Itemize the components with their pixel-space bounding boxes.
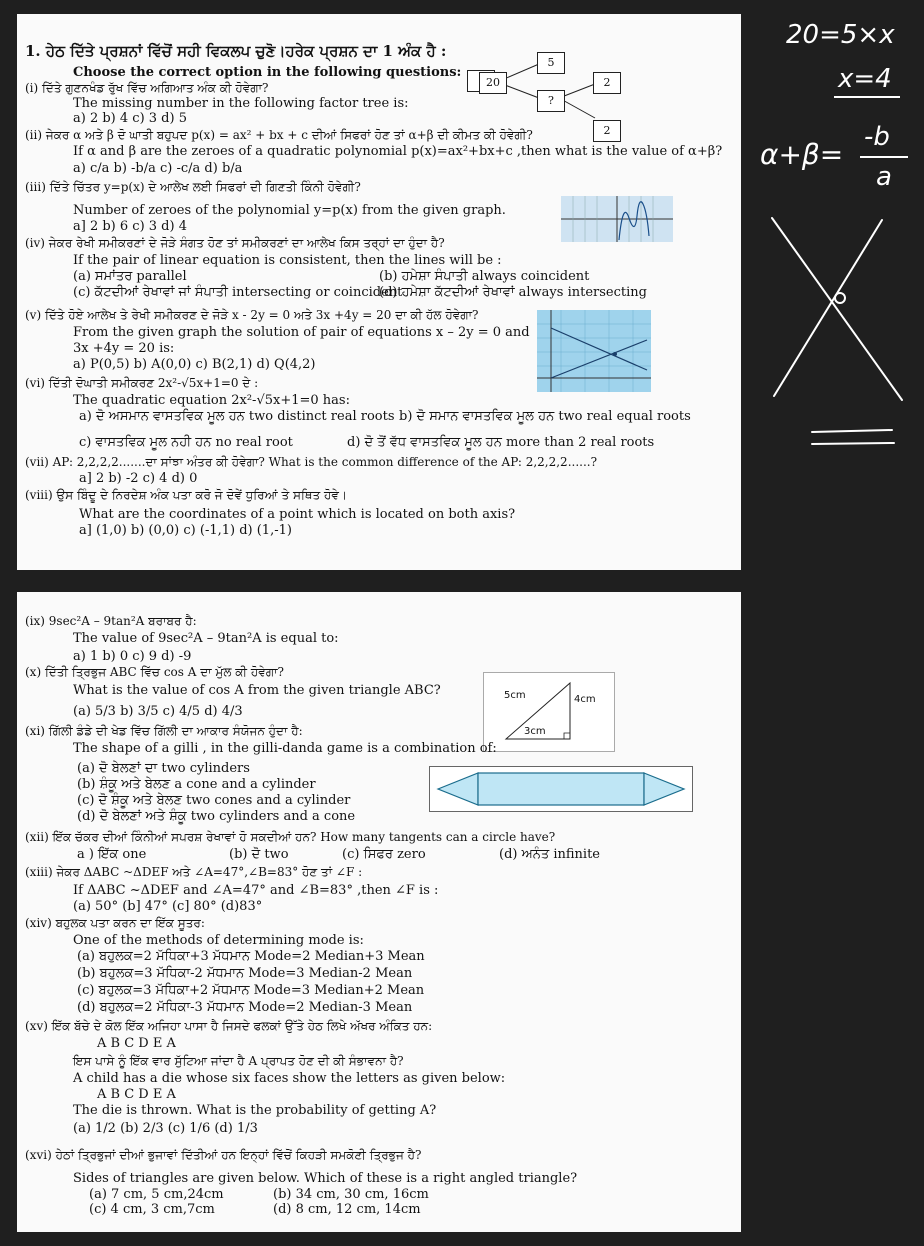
triangle-base-label: 3cm [524,726,546,737]
note-crossed-lines-sketch [752,200,924,720]
q15-options: (a) 1/2 (b) 2/3 (c) 1/6 (d) 1/3 [73,1121,258,1136]
gilli-figure [429,766,693,812]
q15-english: A child has a die whose six faces show the letters as given below: [73,1071,506,1086]
q14-option-d: (d) ਬਹੁਲਕ=2 ਮੱਧਿਕਾ-3 ਮੱਧਮਾਨ Mode=2 Median-3 Mean [77,1000,413,1015]
q3-punjabi: (iii) ਦਿੱਤੇ ਚਿੱਤਰ y=p(x) ਦੇ ਆਲੇਖ ਲਈ ਸਿਫਰਾਂ ਦੀ ਗਿਣਤੀ ਕਿੰਨੀ ਹੋਵੇਗੀ? [25,180,361,194]
tree-right-box-1: 2 [593,72,621,94]
q1-punjabi: (i) ਦਿੱਤੇ ਗੁਣਨਖੰਡ ਰੁੱਖ ਵਿੱਚ ਅਗਿਆਤ ਅੰਕ ਕੀ ਹੋਵੇਗਾ? [25,81,269,95]
q15-letters-2: A B C D E A [97,1087,176,1102]
q14-option-a: (a) ਬਹੁਲਕ=2 ਮੱਧਿਕਾ+3 ਮੱਧਮਾਨ Mode=2 Median+3 Mean [77,949,425,964]
section-heading: 1. ਹੇਠ ਦਿੱਤੇ ਪ੍ਰਸ਼ਨਾਂ ਵਿੱਚੋਂ ਸਹੀ ਵਿਕਲਪ ਚੁਣੋ।ਹਰੇਕ ਪ੍ਰਸ਼ਨ ਦਾ 1 ਅੰਕ ਹੈ : [25,42,447,60]
q8-options: a] (1,0) b) (0,0) c) (-1,1) d) (1,-1) [79,523,292,538]
q13-english: If ΔABC ~ΔDEF and ∠A=47° and ∠B=83° ,then ∠F is : [73,883,439,898]
q16-english: Sides of triangles are given below. Which of these is a right angled triangle? [73,1171,578,1186]
triangle-side-label: 4cm [574,694,596,705]
q4-option-b: (b) ਹਮੇਸ਼ਾ ਸੰਪਾਤੀ always coincident [379,269,590,284]
q4-option-c: (c) ਕੱਟਦੀਆਂ ਰੇਖਾਵਾਂ ਜਾਂ ਸੰਪਾਤੀ intersecting or coincident [73,285,403,300]
q14-option-b: (b) ਬਹੁਲਕ=3 ਮੱਧਿਕਾ-2 ਮੱਧਮਾਨ Mode=3 Median-2 Mean [77,966,413,981]
q6-option-a: a) ਦੋ ਅਸਮਾਨ ਵਾਸਤਵਿਕ ਮੂਲ ਹਨ two distinct real roots [79,409,395,424]
handwritten-notes-panel [752,0,924,1246]
tree-top-box: 5 [537,52,565,74]
q10-options: (a) 5/3 b) 3/5 c) 4/5 d) 4/3 [73,704,243,719]
q2-punjabi: (ii) ਜੇਕਰ α ਅਤੇ β ਦੋ ਘਾਤੀ ਬਹੁਪਦ p(x) = ax² + bx + c ਦੀਆਂ ਸਿਫਰਾਂ ਹੋਣ ਤਾਂ α+β ਦੀ ਕੀਮਤ ਕੀ ਹੋਵੇਗੀ? [25,128,533,142]
note-equation-2: x=4 [838,64,892,94]
note-underline [834,96,900,98]
q16-punjabi: (xvi) ਹੇਠਾਂ ਤ੍ਰਿਭੁਜਾਂ ਦੀਆਂ ਭੁਜਾਵਾਂ ਦਿੱਤੀਆਂ ਹਨ ਇਨ੍ਹਾਂ ਵਿੱਚੋਂ ਕਿਹੜੀ ਸਮਕੋਣੀ ਤ੍ਰਿਭੁਜ ਹੈ? [25,1148,422,1162]
linear-equations-graph [537,310,651,392]
q9-english: The value of 9sec²A – 9tan²A is equal to: [73,631,339,646]
q5-options: a) P(0,5) b) A(0,0) c) B(2,1) d) Q(4,2) [73,357,316,372]
note-fraction-denominator: a [876,162,892,192]
q6-option-c: c) ਵਾਸਤਵਿਕ ਮੂਲ ਨਹੀ ਹਨ no real root [79,435,293,450]
q16-option-b: (b) 34 cm, 30 cm, 16cm [273,1187,429,1202]
q16-option-a: (a) 7 cm, 5 cm,24cm [89,1187,224,1202]
q14-punjabi: (xiv) ਬਹੁਲਕ ਪਤਾ ਕਰਨ ਦਾ ਇੱਕ ਸੂਤਰ: [25,916,205,930]
q15-punjabi-2: ਇਸ ਪਾਸੇ ਨੂੰ ਇੱਕ ਵਾਰ ਸੁੱਟਿਆ ਜਾਂਦਾ ਹੈ A ਪ੍ਰਾਪਤ ਹੋਣ ਦੀ ਕੀ ਸੰਭਾਵਨਾ ਹੈ? [73,1054,404,1068]
q9-options: a) 1 b) 0 c) 9 d) -9 [73,649,192,664]
q5-english-2: 3x +4y = 20 is: [73,341,175,356]
q4-option-d: (d) ਹਮੇਸ਼ਾ ਕੱਟਦੀਆਂ ਰੇਖਾਵਾਂ always intersecting [379,285,647,300]
polynomial-graph [561,196,673,242]
q5-punjabi: (v) ਦਿੱਤੇ ਹੋਏ ਆਲੇਖ ਤੇ ਰੇਖੀ ਸਮੀਕਰਣ ਦੇ ਜੋੜੇ x - 2y = 0 ਅਤੇ 3x +4y = 20 ਦਾ ਕੀ ਹੱਲ ਹੋਵੇਗਾ? [25,308,479,322]
q11-option-a: (a) ਦੋ ਬੇਲਣਾਂ ਦਾ two cylinders [77,761,250,776]
q10-english: What is the value of cos A from the given triangle ABC? [73,683,441,698]
q8-punjabi: (viii) ਉਸ ਬਿੰਦੂ ਦੇ ਨਿਰਦੇਸ਼ ਅੰਕ ਪਤਾ ਕਰੋ ਜੋ ਦੋਵੇਂ ਧੁਰਿਆਂ ਤੇ ਸਥਿਤ ਹੋਵੇ। [25,488,347,502]
q12-option-a: a ) ਇੱਕ one [77,847,147,862]
q15-english-2: The die is thrown. What is the probability of getting A? [73,1103,437,1118]
q9-punjabi: (ix) 9sec²A – 9tan²A ਬਰਾਬਰ ਹੈ: [25,614,197,628]
q12-option-d: (d) ਅਨੰਤ infinite [499,847,601,862]
q6-option-b: b) ਦੋ ਸਮਾਨ ਵਾਸਤਵਿਕ ਮੂਲ ਹਨ two real equal roots [399,409,691,424]
section-heading-english: Choose the correct option in the following questions: [73,65,462,80]
q13-options: (a) 50° (b] 47° (c] 80° (d)83° [73,899,263,914]
tree-root-box: 20 [479,72,507,94]
q7-options: a] 2 b) -2 c) 4 d) 0 [79,471,198,486]
q15-punjabi: (xv) ਇੱਕ ਬੱਚੇ ਦੇ ਕੋਲ ਇੱਕ ਅਜਿਹਾ ਪਾਸਾ ਹੈ ਜਿਸਦੇ ਫਲਕਾਂ ਉੱਤੇ ਹੇਠ ਲਿਖੇ ਅੱਖਰ ਅੰਕਿਤ ਹਨ: [25,1019,433,1033]
triangle-abc-svg [484,673,614,751]
q16-option-c: (c) 4 cm, 3 cm,7cm [89,1202,215,1217]
q11-option-c: (c) ਦੋ ਸ਼ੰਕੂ ਅਤੇ ਬੇਲਣ two cones and a cylinder [77,793,351,808]
q3-options: a] 2 b) 6 c) 3 d) 4 [73,219,187,234]
q15-letters: A B C D E A [97,1036,176,1051]
worksheet-page-2 [17,592,741,1232]
note-equation-1: 20=5×x [786,20,895,50]
q6-english: The quadratic equation 2x²-√5x+1=0 has: [73,393,350,408]
polynomial-graph-svg [561,196,673,242]
q14-english: One of the methods of determining mode is: [73,933,364,948]
q2-options: a) c/a b) -b/a c) -c/a d) b/a [73,161,243,176]
q8-english: What are the coordinates of a point which is located on both axis? [79,507,516,522]
tree-right-box-2: 2 [593,120,621,142]
q10-punjabi: (x) ਦਿੱਤੀ ਤ੍ਰਿਭੁਜ ABC ਵਿੱਚ cos A ਦਾ ਮੁੱਲ ਕੀ ਹੋਵੇਗਾ? [25,665,284,679]
q12-option-c: (c) ਸਿਫਰ zero [342,847,426,862]
q12-question: (xii) ਇੱਕ ਚੱਕਰ ਦੀਆਂ ਕਿੰਨੀਆਂ ਸਪਰਸ਼ ਰੇਖਾਵਾਂ ਹੋ ਸਕਦੀਆਂ ਹਨ? How many tangents can a circle have? [25,830,556,844]
q7-question: (vii) AP: 2,2,2,2.......ਦਾ ਸਾਂਝਾ ਅੰਤਰ ਕੀ ਹੋਵੇਗਾ? What is the common difference of the AP: 2,2,2,2......? [25,455,598,469]
q14-option-c: (c) ਬਹੁਲਕ=3 ਮੱਧਿਕਾ+2 ਮੱਧਮਾਨ Mode=3 Median+2 Mean [77,983,425,998]
q16-option-d: (d) 8 cm, 12 cm, 14cm [273,1202,421,1217]
q12-option-b: (b) ਦੋ two [229,847,289,862]
note-fraction-numerator: -b [864,122,890,152]
gilli-svg [430,767,692,811]
note-sum-of-roots: α+β= [760,138,844,171]
q5-english-1: From the given graph the solution of pair of equations x – 2y = 0 and [73,325,530,340]
q4-punjabi: (iv) ਜੇਕਰ ਰੇਖੀ ਸਮੀਕਰਣਾਂ ਦੇ ਜੋੜੇ ਸੰਗਤ ਹੋਣ ਤਾਂ ਸਮੀਕਰਣਾਂ ਦਾ ਆਲੇਖ ਕਿਸ ਤਰ੍ਹਾਂ ਦਾ ਹੁੰਦਾ ਹੈ? [25,236,445,250]
tree-unknown-box: ? [537,90,565,112]
note-fraction-bar [860,156,908,158]
q1-english: The missing number in the following factor tree is: [73,96,409,111]
q3-english: Number of zeroes of the polynomial y=p(x) from the given graph. [73,203,506,218]
worksheet-page-1 [17,14,741,570]
linear-equations-graph-svg [537,310,651,392]
q4-option-a: (a) ਸਮਾਂਤਰ parallel [73,269,187,284]
q11-punjabi: (xi) ਗਿੱਲੀ ਡੰਡੇ ਦੀ ਖੇਡ ਵਿੱਚ ਗਿੱਲੀ ਦਾ ਆਕਾਰ ਸੰਯੋਜਨ ਹੁੰਦਾ ਹੈ: [25,724,303,738]
q13-punjabi: (xiii) ਜੇਕਰ ΔABC ~ΔDEF ਅਤੇ ∠A=47°,∠B=83° ਹੋਣ ਤਾਂ ∠F : [25,865,363,879]
q1-options: a) 2 b) 4 c) 3 d) 5 [73,111,187,126]
triangle-hypotenuse-label: 5cm [504,690,526,701]
q11-option-d: (d) ਦੋ ਬੇਲਣਾਂ ਅਤੇ ਸ਼ੰਕੂ two cylinders and a cone [77,809,356,824]
q6-punjabi: (vi) ਦਿੱਤੀ ਦੋਘਾਤੀ ਸਮੀਕਰਣ 2x²-√5x+1=0 ਦੇ : [25,376,259,390]
q6-option-d: d) ਦੋ ਤੋਂ ਵੱਧ ਵਾਸਤਵਿਕ ਮੂਲ ਹਨ more than 2 real roots [347,435,655,450]
q11-option-b: (b) ਸ਼ੰਕੂ ਅਤੇ ਬੇਲਣ a cone and a cylinder [77,777,316,792]
q4-english: If the pair of linear equation is consistent, then the lines will be : [73,253,502,268]
q2-english: If α and β are the zeroes of a quadratic polynomial p(x)=ax²+bx+c ,then what is the value of α+β? [73,144,723,159]
q11-english: The shape of a gilli , in the gilli-danda game is a combination of: [73,741,497,756]
triangle-abc-figure [483,672,615,752]
